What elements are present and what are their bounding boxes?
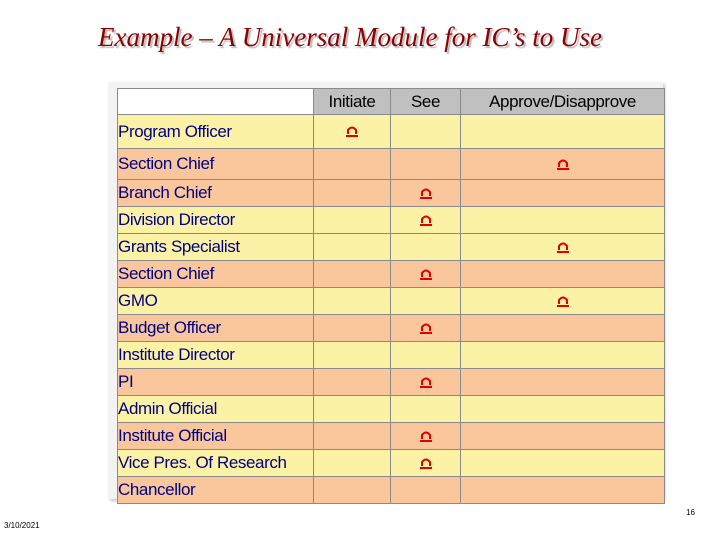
mark-cell (391, 149, 461, 180)
mark-cell (391, 180, 461, 207)
role-cell: Budget Officer (118, 315, 314, 342)
table-body (118, 115, 665, 504)
mark-cell (461, 149, 665, 180)
role-cell: Section Chief (118, 261, 314, 288)
mark-cell (461, 369, 665, 396)
mark-cell (461, 115, 665, 149)
role-cell: PI (118, 369, 314, 396)
table-row (118, 261, 665, 288)
mark-cell (314, 450, 391, 477)
checkmark-symbol-icon (345, 126, 359, 138)
table-row (118, 288, 665, 315)
table-row (118, 423, 665, 450)
checkmark-symbol-icon (419, 269, 433, 281)
mark-cell (314, 396, 391, 423)
role-cell: Section Chief (118, 149, 314, 180)
table-row (118, 234, 665, 261)
mark-cell (314, 288, 391, 315)
mark-cell (391, 115, 461, 149)
mark-cell (314, 261, 391, 288)
column-header-approve: Approve/Disapprove (461, 89, 665, 115)
checkmark-symbol-icon (556, 242, 570, 254)
mark-cell (314, 234, 391, 261)
mark-cell (461, 234, 665, 261)
mark-cell (391, 207, 461, 234)
mark-cell (391, 234, 461, 261)
checkmark-symbol-icon (419, 431, 433, 443)
mark-cell (391, 342, 461, 369)
page-number: 16 (686, 508, 695, 517)
role-cell: Institute Official (118, 423, 314, 450)
mark-cell (314, 207, 391, 234)
header-row (118, 89, 665, 115)
table-row (118, 315, 665, 342)
mark-cell (461, 180, 665, 207)
mark-cell (461, 342, 665, 369)
role-cell: Institute Director (118, 342, 314, 369)
mark-cell (461, 207, 665, 234)
mark-cell (461, 450, 665, 477)
table-row (118, 180, 665, 207)
mark-cell (391, 396, 461, 423)
checkmark-symbol-icon (556, 159, 570, 171)
mark-cell (461, 477, 665, 504)
mark-cell (391, 369, 461, 396)
role-cell: Chancellor (118, 477, 314, 504)
mark-cell (391, 450, 461, 477)
role-cell: Vice Pres. Of Research (118, 450, 314, 477)
mark-cell (314, 315, 391, 342)
role-cell: GMO (118, 288, 314, 315)
table-row (118, 115, 665, 149)
column-header-initiate: Initiate (314, 89, 391, 115)
table-row (118, 477, 665, 504)
mark-cell (314, 342, 391, 369)
role-cell: Program Officer (118, 115, 314, 149)
role-cell: Branch Chief (118, 180, 314, 207)
header-corner (118, 89, 314, 115)
approval-table (117, 88, 665, 504)
mark-cell (314, 369, 391, 396)
mark-cell (461, 423, 665, 450)
slide-title: Example – A Universal Module for IC’s to Use (98, 22, 602, 52)
mark-cell (314, 477, 391, 504)
checkmark-symbol-icon (419, 215, 433, 227)
slide-date: 3/10/2021 (4, 521, 40, 530)
mark-cell (391, 288, 461, 315)
mark-cell (314, 149, 391, 180)
mark-cell (461, 315, 665, 342)
mark-cell (314, 180, 391, 207)
role-cell: Admin Official (118, 396, 314, 423)
table-row (118, 450, 665, 477)
table-row (118, 149, 665, 180)
mark-cell (461, 261, 665, 288)
role-cell: Division Director (118, 207, 314, 234)
mark-cell (461, 396, 665, 423)
column-header-see: See (391, 89, 461, 115)
mark-cell (391, 423, 461, 450)
mark-cell (461, 288, 665, 315)
checkmark-symbol-icon (556, 296, 570, 308)
table-row (118, 396, 665, 423)
checkmark-symbol-icon (419, 188, 433, 200)
mark-cell (391, 477, 461, 504)
mark-cell (391, 315, 461, 342)
mark-cell (314, 423, 391, 450)
checkmark-symbol-icon (419, 458, 433, 470)
role-cell: Grants Specialist (118, 234, 314, 261)
mark-cell (314, 115, 391, 149)
checkmark-symbol-icon (419, 323, 433, 335)
mark-cell (391, 261, 461, 288)
table-row (118, 369, 665, 396)
table-row (118, 207, 665, 234)
checkmark-symbol-icon (419, 377, 433, 389)
table-row (118, 342, 665, 369)
